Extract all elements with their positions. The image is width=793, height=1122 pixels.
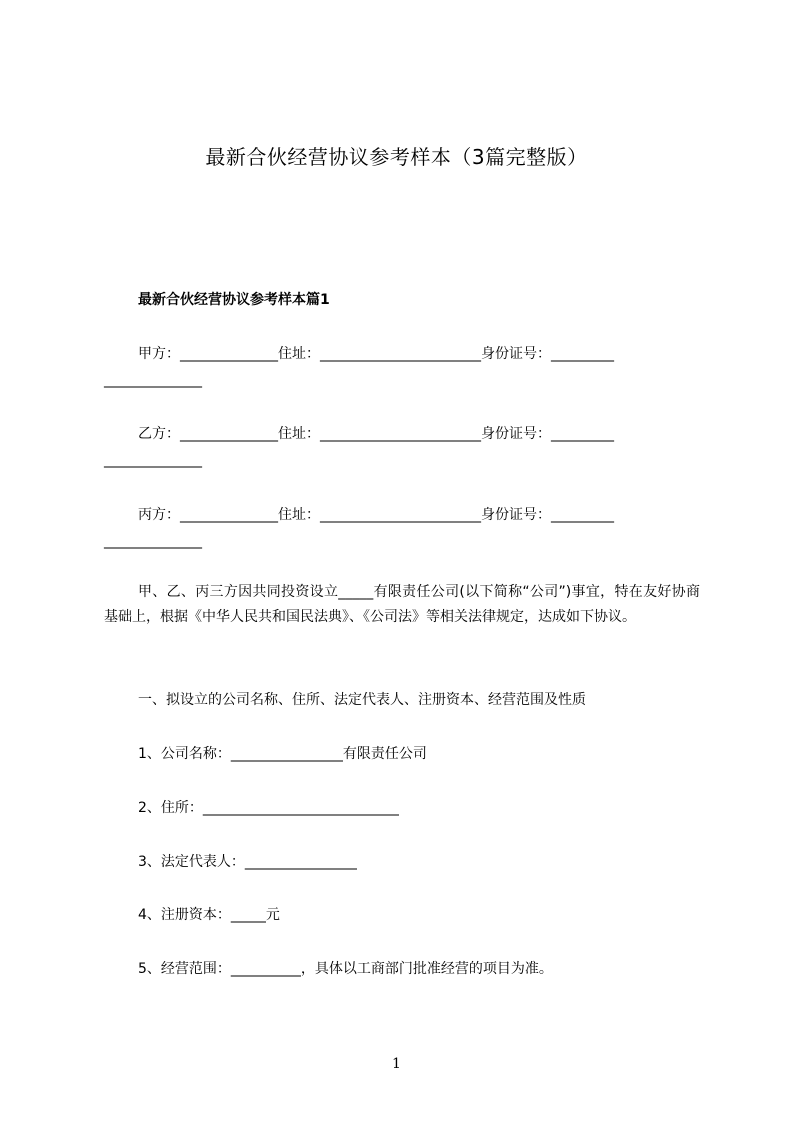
party-b-line: 乙方：______________住址：_______________________身份证号：_________ — [138, 426, 614, 442]
business-scope-item: 5、经营范围：__________，具体以工商部门批准经营的项目为准。 — [138, 961, 553, 977]
party-c-line: 丙方：______________住址：_______________________身份证号：_________ — [138, 507, 614, 523]
clause-1-heading: 一、拟设立的公司名称、住所、法定代表人、注册资本、经营范围及性质 — [138, 692, 586, 708]
company-name-item: 1、公司名称：________________有限责任公司 — [138, 746, 427, 762]
legal-representative-item: 3、法定代表人：________________ — [138, 854, 357, 870]
page-number: 1 — [392, 1056, 401, 1072]
address-item: 2、住所：____________________________ — [138, 800, 399, 816]
registered-capital-item: 4、注册资本：_____元 — [138, 907, 280, 923]
party-c-line-continued: ______________ — [104, 533, 202, 549]
section-heading: 最新合伙经营协议参考样本篇1 — [138, 292, 330, 308]
document-title: 最新合伙经营协议参考样本（3篇完整版） — [205, 145, 588, 169]
party-a-line-continued: ______________ — [104, 372, 202, 388]
intro-paragraph: 甲、乙、丙三方因共同投资设立_____有限责任公司(以下简称“公司”)事宜，特在友好协商基础上，根据《中华人民共和国民法典》、《公司法》等相关法律规定，达成如下协议。 — [104, 584, 700, 625]
party-a-line: 甲方：______________住址：_______________________身份证号：_________ — [138, 346, 614, 362]
party-b-line-continued: ______________ — [104, 452, 202, 468]
